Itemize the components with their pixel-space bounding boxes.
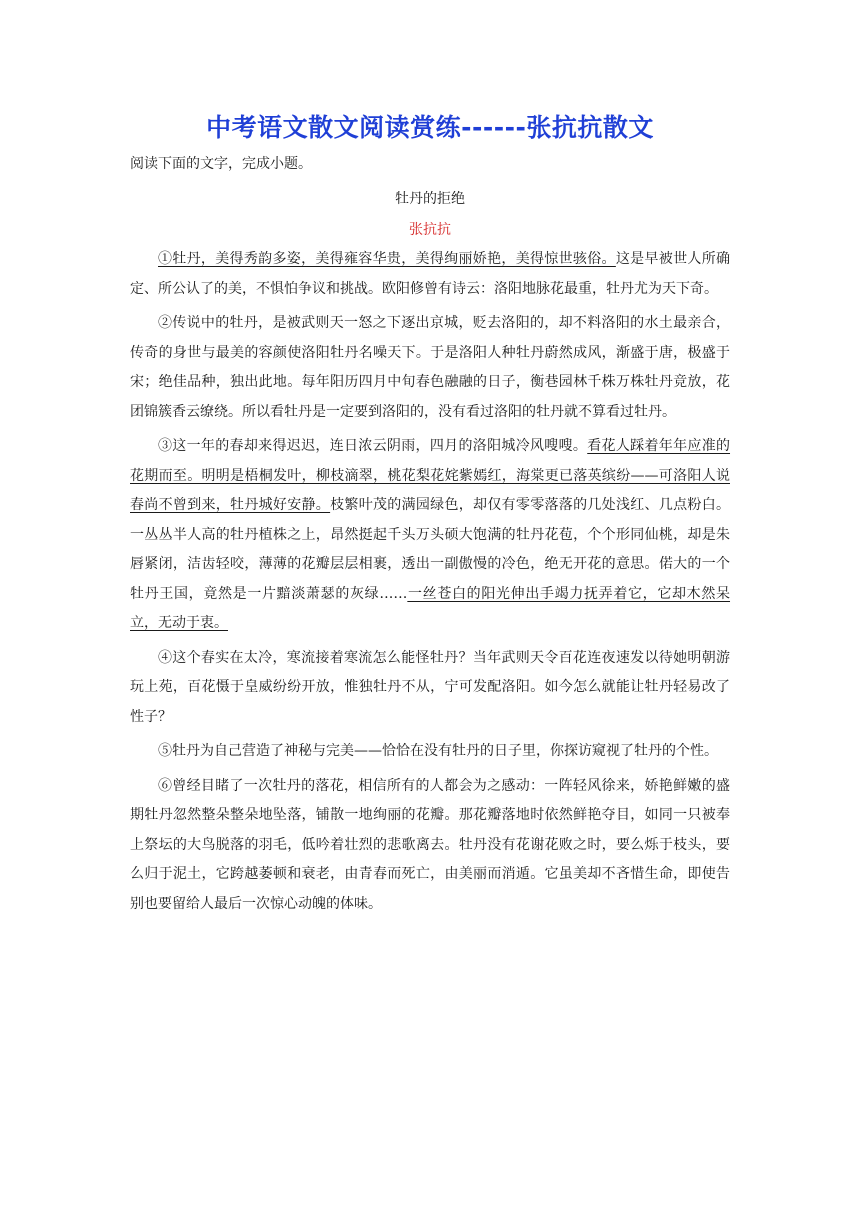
essay-title: 牡丹的拒绝 (395, 191, 465, 207)
paragraph-text: ③这一年的春却来得迟迟，连日浓云阴雨，四月的洛阳城冷风嗖嗖。 (158, 438, 588, 454)
paragraph-6: ⑥曾经目睹了一次牡丹的落花，相信所有的人都会为之感动：一阵轻风徐来，娇艳鲜嫩的盛期牡丹忽然整朵整朵地坠落，铺散一地绚丽的花瓣。那花瓣落地时依然鲜艳夺目，如同一只被奉上祭坛的大鸟脱落的羽毛，低吟着壮烈的悲歌离去。牡丹没有花谢花败之时，要么烁于枝头，要么归于泥土，它跨越萎顿和衰老，由青春而死亡，由美丽而消遁。它虽美却不吝惜生命，即使告别也要留给人最后一次惊心动魄的体味。 (130, 777, 730, 912)
paragraph-4: ④这个春实在太冷，寒流接着寒流怎么能怪牡丹？当年武则天令百花连夜速发以待她明朝游玩上苑，百花慑于皇威纷纷开放，惟独牡丹不从，宁可发配洛阳。如今怎么就能让牡丹轻易改了性子？ (130, 649, 730, 725)
underlined-sentence: ①牡丹，美得秀韵多姿，美得雍容华贵，美得绚丽娇艳，美得惊世骇俗。 (158, 251, 616, 267)
paragraph-text: 枝繁叶茂的满园绿色，却仅有零零落落的几处浅红、几点粉白。一丛丛半人高的牡丹植株之上，昂然挺起千头万头硕大饱满的牡丹花苞，个个形同仙桃，却是朱唇紧闭，洁齿轻咬，薄薄的花瓣层层相裹，透出一副傲慢的冷色，绝无开花的意思。偌大的一个牡丹王国，竟然是一片黯淡萧瑟的灰绿…… (130, 497, 731, 602)
author-name: 张抗抗 (409, 222, 451, 238)
paragraph-5: ⑤牡丹为自己营造了神秘与完美——恰恰在没有牡丹的日子里，你探访窥视了牡丹的个性。 (158, 743, 718, 759)
document-page (130, 108, 730, 924)
underlined-sentence: 看花人踩着年年应准的花期而至。明明是梧桐发叶，柳枝滴翠，桃花梨花姹紫嫣红，海棠更已落英缤纷——可洛阳人说春尚不曾到来，牡丹城好安静。 (130, 438, 731, 513)
paragraph-2: ②传说中的牡丹，是被武则天一怒之下逐出京城，贬去洛阳的，却不料洛阳的水土最亲合，传奇的身世与最美的容颜使洛阳牡丹名噪天下。于是洛阳人种牡丹蔚然成风，渐盛于唐，极盛于宋；绝佳品种，独出此地。每年阳历四月中旬春色融融的日子，衡巷园林千株万株牡丹竞放，花团锦簇香云缭绕。所以看牡丹是一定要到洛阳的，没有看过洛阳的牡丹就不算看过牡丹。 (130, 315, 730, 420)
underlined-sentence: 一丝苍白的阳光伸出手竭力抚弄着它，它却木然呆立，无动于衷。 (130, 585, 731, 631)
document-title: 中考语文散文阅读赏练------张抗抗散文 (206, 113, 654, 142)
paragraph-3 (130, 432, 730, 639)
paragraph-text: 这是早被世人所确定、所公认了的美，不惧怕争议和挑战。欧阳修曾有诗云：洛阳地脉花最重，牡丹尤为天下奇。 (130, 251, 730, 297)
instruction-text: 阅读下面的文字，完成小题。 (130, 156, 312, 172)
paragraph-1 (130, 245, 730, 304)
